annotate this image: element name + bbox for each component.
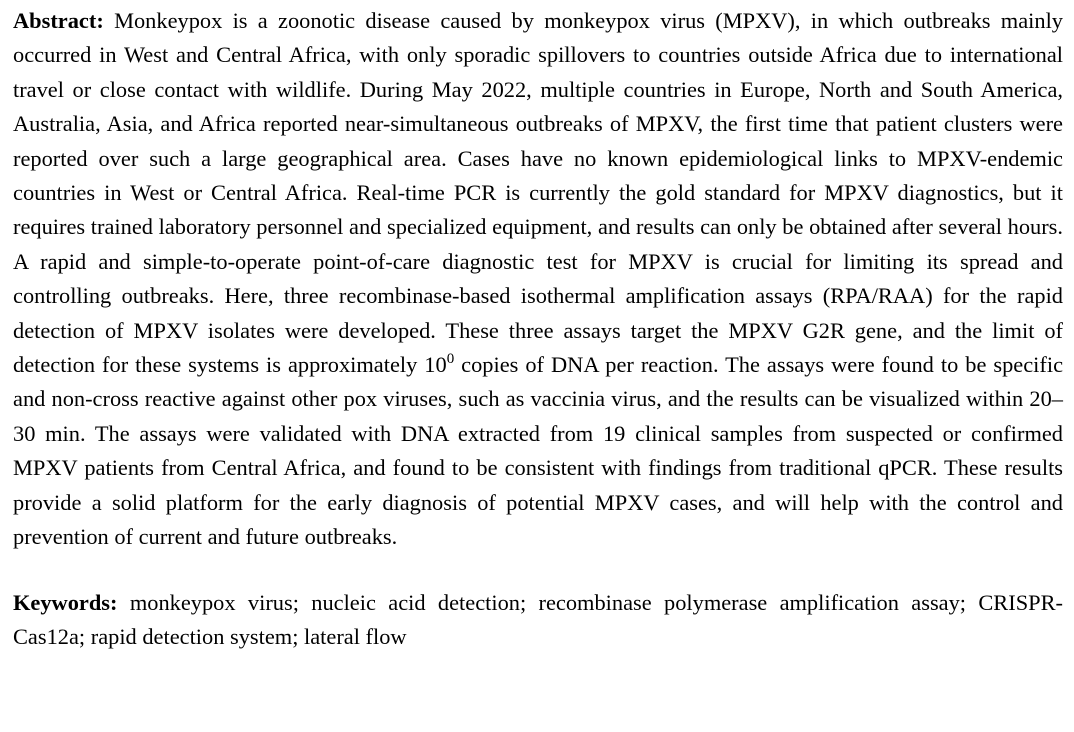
keywords-text: monkeypox virus; nucleic acid detection; recombinase polymerase amplification assay; CRISPR-Cas12a; rapid detection system; lateral flow bbox=[13, 589, 1063, 649]
abstract-label: Abstract: bbox=[13, 8, 104, 33]
abstract-text-part1: Monkeypox is a zoonotic disease caused by monkeypox virus (MPXV), in which outbreaks mainly occurred in West and Central Africa, with only sporadic spillovers to countries outside Africa due to international travel or close contact with wildlife. During May 2022, multiple countries in Europe, North and South America, Australia, Asia, and Africa reported near-simultaneous outbreaks of MPXV, the first time that patient clusters were reported over such a large geographical area. Cases have no known epidemiological links to MPXV-endemic countries in West or Central Africa. Real-time PCR is currently the gold standard for MPXV diagnostics, but it requires trained laboratory personnel and specialized equipment, and results can only be obtained after several hours. A rapid and simple-to-operate point-of-care diagnostic test for MPXV is crucial for limiting its spread and controlling outbreaks. Here, three recombinase-based isothermal amplification assays (RPA/RAA) for the rapid detection of MPXV isolates were developed. These three assays target the MPXV G2R gene, and the limit of detection for these systems is approximately 10 bbox=[13, 8, 1063, 378]
abstract-text-part2: copies of DNA per reaction. The assays were found to be specific and non-cross reactive against other pox viruses, such as vaccinia virus, and the results can be visualized within 20–30 min. The assays were validated with DNA extracted from 19 clinical samples from suspected or confirmed MPXV patients from Central Africa, and found to be consistent with findings from traditional qPCR. These results provide a solid platform for the early diagnosis of potential MPXV cases, and will help with the control and prevention of current and future outbreaks. bbox=[13, 352, 1064, 550]
abstract-paragraph bbox=[13, 4, 1063, 555]
abstract-superscript: 0 bbox=[446, 351, 455, 368]
paper-page bbox=[13, 4, 1063, 654]
keywords-label: Keywords: bbox=[13, 589, 118, 615]
keywords-paragraph bbox=[13, 586, 1063, 655]
